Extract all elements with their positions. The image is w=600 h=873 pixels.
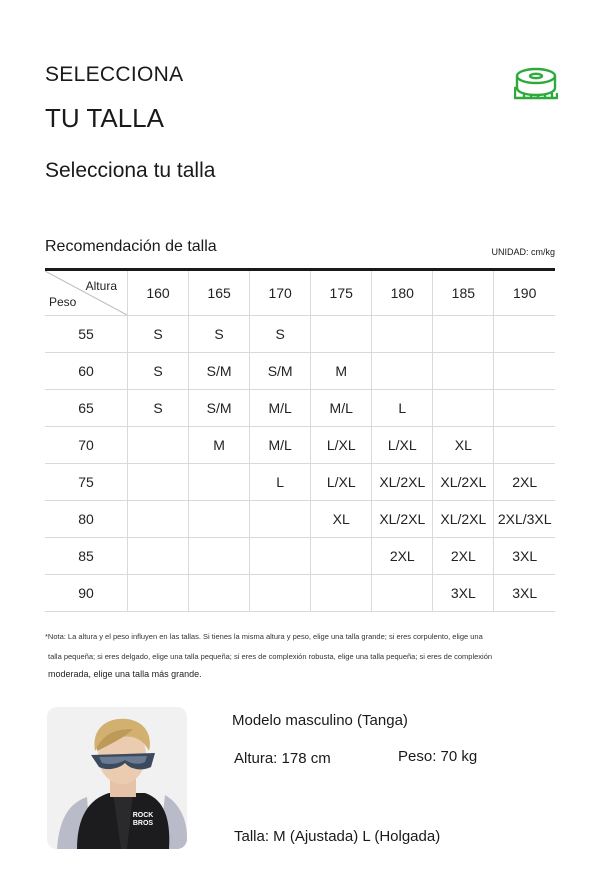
size-cell (189, 464, 250, 501)
size-cell (433, 316, 494, 353)
height-header: 170 (250, 270, 311, 316)
size-cell (372, 575, 433, 612)
size-cell: L (250, 464, 311, 501)
table-row (45, 538, 555, 575)
weight-cell: 85 (45, 538, 128, 575)
table-row (45, 316, 555, 353)
size-cell: S (128, 353, 189, 390)
model-size: Talla: M (Ajustada) L (Holgada) (234, 828, 441, 845)
table-header-row (45, 270, 555, 316)
model-illustration (47, 707, 187, 849)
size-cell (494, 316, 555, 353)
size-cell (128, 501, 189, 538)
size-cell (189, 538, 250, 575)
size-cell: M (311, 353, 372, 390)
corner-label-height: Altura (85, 279, 117, 293)
weight-cell: 90 (45, 575, 128, 612)
table-row (45, 353, 555, 390)
size-cell: XL/2XL (433, 464, 494, 501)
size-cell: S (128, 316, 189, 353)
weight-cell: 65 (45, 390, 128, 427)
size-cell: 3XL (494, 538, 555, 575)
size-cell: M/L (250, 390, 311, 427)
height-header: 165 (189, 270, 250, 316)
size-cell (128, 538, 189, 575)
size-cell (128, 427, 189, 464)
vest-logo-line-2: BROS (132, 820, 154, 827)
size-cell (372, 353, 433, 390)
size-cell: S/M (250, 353, 311, 390)
size-cell: L/XL (311, 464, 372, 501)
size-cell: L/XL (372, 427, 433, 464)
size-cell: XL (311, 501, 372, 538)
size-cell: XL/2XL (372, 464, 433, 501)
page-subtitle: Selecciona tu talla (45, 159, 216, 182)
table-corner-cell (45, 270, 128, 316)
size-cell: 2XL (372, 538, 433, 575)
table-row (45, 427, 555, 464)
size-cell (250, 575, 311, 612)
size-cell: M (189, 427, 250, 464)
height-header: 185 (433, 270, 494, 316)
size-cell: S/M (189, 353, 250, 390)
note-line-2: talla pequeña; si eres delgado, elige una talla pequeña; si eres de complexión robusta, elige una talla pequeña; si eres de complexión (48, 652, 493, 661)
measuring-tape-icon (514, 66, 558, 100)
weight-cell: 70 (45, 427, 128, 464)
heading-line-2: TU TALLA (45, 103, 164, 133)
size-cell (311, 316, 372, 353)
size-cell: L/XL (311, 427, 372, 464)
model-photo (47, 707, 187, 849)
table-row (45, 464, 555, 501)
model-height: Altura: 178 cm (234, 750, 331, 767)
size-cell: XL/2XL (372, 501, 433, 538)
size-chart-table (45, 268, 555, 612)
height-header: 160 (128, 270, 189, 316)
height-header: 190 (494, 270, 555, 316)
size-cell (250, 501, 311, 538)
unit-label: UNIDAD: cm/kg (491, 247, 555, 257)
size-cell: 2XL (494, 464, 555, 501)
height-header: 175 (311, 270, 372, 316)
size-cell: L (372, 390, 433, 427)
size-cell (128, 464, 189, 501)
size-cell: XL/2XL (433, 501, 494, 538)
size-cell (494, 427, 555, 464)
size-cell: XL (433, 427, 494, 464)
corner-label-weight: Peso (49, 295, 77, 309)
size-cell: S (128, 390, 189, 427)
size-cell (494, 390, 555, 427)
size-cell (189, 501, 250, 538)
size-cell: S (250, 316, 311, 353)
weight-cell: 75 (45, 464, 128, 501)
size-cell (311, 575, 372, 612)
size-cell: 2XL (433, 538, 494, 575)
recommendation-title: Recomendación de talla (45, 238, 217, 255)
weight-cell: 60 (45, 353, 128, 390)
size-cell (372, 316, 433, 353)
weight-cell: 80 (45, 501, 128, 538)
heading-line-1: SELECCIONA (45, 63, 184, 86)
table-row (45, 390, 555, 427)
size-cell (433, 390, 494, 427)
note-line-3: moderada, elige una talla más grande. (48, 669, 202, 679)
model-title: Modelo masculino (Tanga) (232, 712, 408, 729)
size-cell (311, 538, 372, 575)
size-cell: S/M (189, 390, 250, 427)
table-row (45, 575, 555, 612)
vest-logo-line-1: ROCK (132, 812, 154, 819)
size-cell: M/L (311, 390, 372, 427)
size-cell: 3XL (433, 575, 494, 612)
note-line-1: *Nota: La altura y el peso influyen en las tallas. Si tienes la misma altura y peso, elige una talla grande; si eres corpulento, elige una (45, 632, 483, 641)
size-cell: 3XL (494, 575, 555, 612)
size-cell: S (189, 316, 250, 353)
size-cell (189, 575, 250, 612)
size-cell (250, 538, 311, 575)
size-cell (128, 575, 189, 612)
size-cell (433, 353, 494, 390)
weight-cell: 55 (45, 316, 128, 353)
table-row (45, 501, 555, 538)
size-cell: M/L (250, 427, 311, 464)
size-cell (494, 353, 555, 390)
size-cell: 2XL/3XL (494, 501, 555, 538)
model-weight: Peso: 70 kg (398, 748, 478, 765)
height-header: 180 (372, 270, 433, 316)
